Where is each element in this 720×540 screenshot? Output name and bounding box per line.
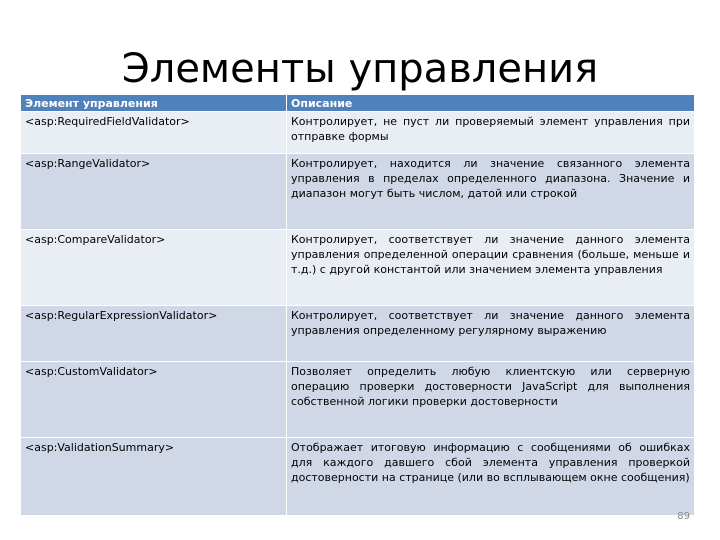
slide-title: Элементы управления: [121, 46, 599, 92]
control-cell: <asp:CompareValidator>: [21, 230, 287, 306]
table-row: [21, 112, 695, 154]
validators-table: [20, 94, 695, 516]
control-cell: <asp:CustomValidator>: [21, 362, 287, 438]
table-row: [21, 154, 695, 230]
control-cell: <asp:ValidationSummary>: [21, 438, 287, 516]
page-number: 89: [677, 511, 690, 522]
control-cell: <asp:RegularExpressionValidator>: [21, 306, 287, 362]
table-row: [21, 438, 695, 516]
header-description: Описание: [287, 95, 695, 112]
table-row: [21, 306, 695, 362]
description-cell: Контролирует, находится ли значение связанного элемента управления в пределах определенного диапазона. Значение и диапазон могут быть числом, датой или строкой: [287, 154, 695, 230]
description-cell: Контролирует, соответствует ли значение данного элемента управления определенной операции сравнения (больше, меньше и т.д.) с другой константой или значением элемента управления: [287, 230, 695, 306]
table-row: [21, 230, 695, 306]
header-control: Элемент управления: [21, 95, 287, 112]
description-cell: Контролирует, не пуст ли проверяемый элемент управления при отправке формы: [287, 112, 695, 154]
description-cell: Контролирует, соответствует ли значение данного элемента управления определенному регулярному выражению: [287, 306, 695, 362]
description-cell: Отображает итоговую информацию с сообщениями об ошибках для каждого давшего сбой элемента управления проверкой достоверности на странице (или во всплывающем окне сообщения): [287, 438, 695, 516]
description-cell: Позволяет определить любую клиентскую или серверную операцию проверки достоверности JavaScript для выполнения собственной логики проверки достоверности: [287, 362, 695, 438]
control-cell: <asp:RangeValidator>: [21, 154, 287, 230]
control-cell: <asp:RequiredFieldValidator>: [21, 112, 287, 154]
table-header-row: [21, 95, 695, 112]
table-row: [21, 362, 695, 438]
